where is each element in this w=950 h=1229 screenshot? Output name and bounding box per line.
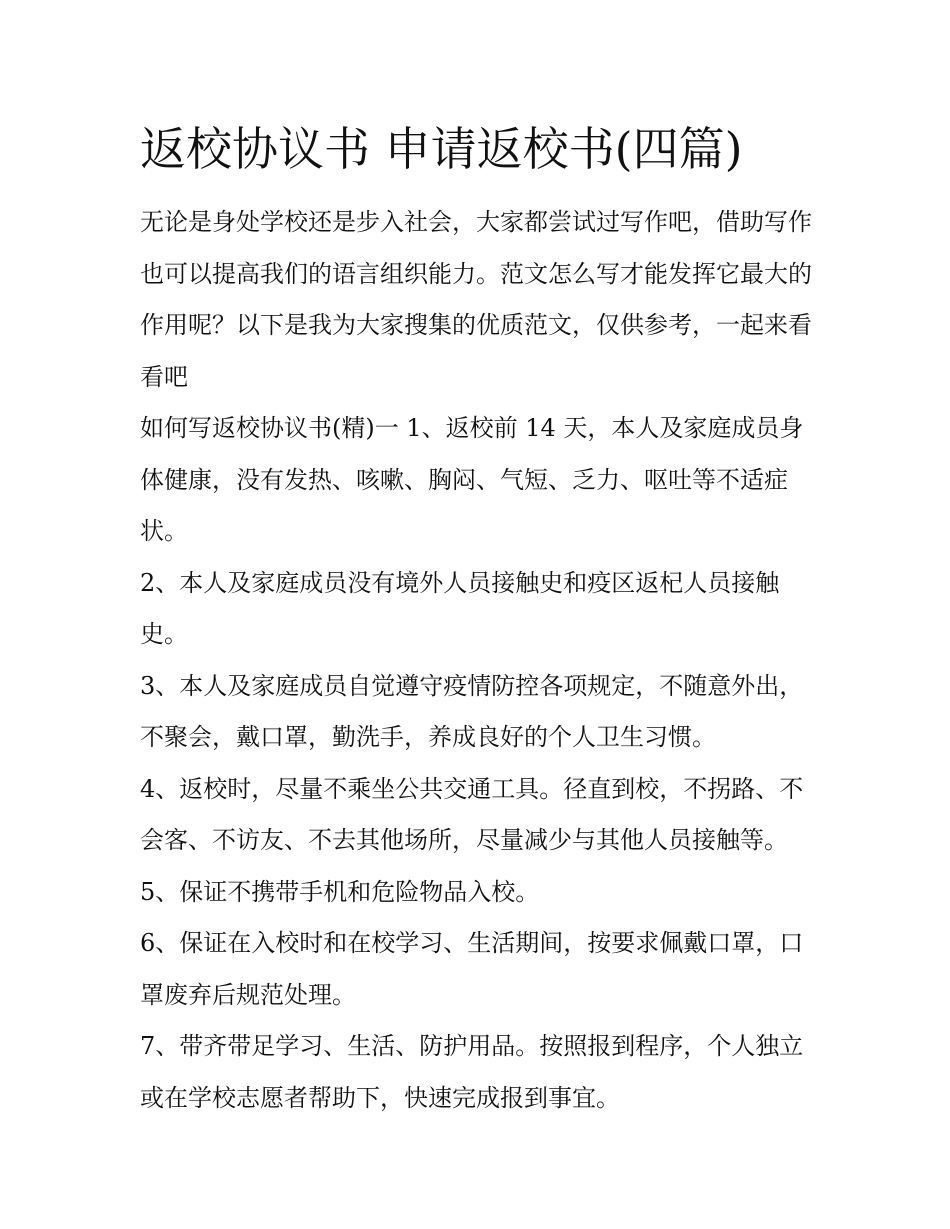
paragraph-item-2: 2、本人及家庭成员没有境外人员接触史和疫区返杞人员接触史。 bbox=[140, 568, 780, 648]
paragraph-item-3: 3、本人及家庭成员自觉遵守疫情防控各项规定，不随意外出，不聚会，戴口罩，勤洗手，养成良好的个人卫生习惯。 bbox=[140, 671, 804, 751]
document-body bbox=[140, 197, 820, 1124]
paragraph-item-6: 6、保证在入校时和在校学习、生活期间，按要求佩戴口罩，口罩废弃后规范处理。 bbox=[140, 929, 804, 1009]
paragraph-intro: 无论是身处学校还是步入社会，大家都尝试过写作吧，借助写作也可以提高我们的语言组织能力。范文怎么写才能发挥它最大的作用呢？以下是我为大家搜集的优质范文，仅供参考，一起来看看吧 bbox=[140, 208, 812, 391]
paragraph-item-4-5: 4、返校时，尽量不乘坐公共交通工具。径直到校，不拐路、不会客、不访友、不去其他场所，尽量减少与其他人员接触等。 5、保证不携带手机和危险物品入校。 bbox=[140, 774, 804, 906]
paragraph-item-7: 7、带齐带足学习、生活、防护用品。按照报到程序，个人独立或在学校志愿者帮助下，快速完成报到事宜。 bbox=[140, 1032, 804, 1112]
document-title: 返校协议书 申请返校书(四篇) bbox=[140, 122, 743, 176]
paragraph-item-1: 如何写返校协议书(精)一 1、返校前 14 天，本人及家庭成员身体健康，没有发热、咳嗽、胸闷、气短、乏力、呕吐等不适症状。 bbox=[140, 414, 804, 545]
